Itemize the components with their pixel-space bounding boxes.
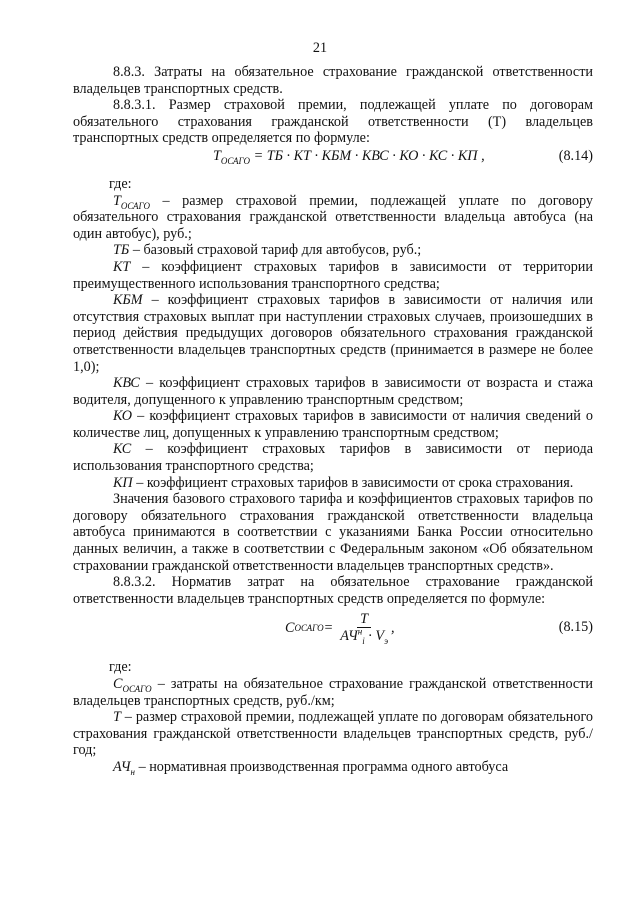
definition-item: [73, 408, 593, 441]
where-label-2: где:: [109, 659, 132, 676]
formula-8-15-den-a-sup: н: [357, 626, 363, 637]
definition-text: – коэффициент страховых тарифов в зависимости от наличия сведений о количестве лиц, допущенных к управлению транспортным средством;: [73, 408, 593, 441]
formula-8-14-lhs: Т: [213, 147, 221, 164]
document-body: [73, 64, 593, 776]
definition-item: [73, 441, 593, 474]
definition-item: [73, 292, 593, 375]
formula-8-15-equals: =: [323, 619, 334, 636]
paragraph-8-8-3-2: 8.8.3.2. Норматив затрат на обязательное страхование гражданской ответственности владельцев транспортных средств определяется по формуле:: [73, 574, 593, 607]
definitions-list-1: [73, 193, 593, 492]
formula-8-15-denominator: [337, 626, 391, 647]
formula-8-15-den-a-sub: i: [362, 636, 365, 647]
definition-symbol: КБМ: [113, 292, 143, 309]
definition-item: [73, 259, 593, 292]
formula-8-15: [73, 609, 593, 651]
definition-item: [73, 375, 593, 408]
paragraph-tariff-values: Значения базового страхового тарифа и коэффициентов страховых тарифов по договору обязательного страхования гражданской ответственности владельца автобуса принимаются в соответствии с указаниями Банка России относительно данных величин, а также в соответствии с Федеральным законом «Об обязательном страховании гражданской ответственности владельцев транспортных средств».: [73, 491, 593, 574]
formula-8-15-den-b-sub: э: [384, 636, 389, 647]
definition-symbol: ТБ: [113, 242, 130, 259]
formula-8-15-lhs: С: [285, 619, 295, 636]
paragraph-8-8-3-1: 8.8.3.1. Размер страховой премии, подлежащей уплате по договорам обязательного страхования гражданской ответственности (Т) владельцев транспортных средств определяется по формуле:: [73, 97, 593, 147]
definition-text: – коэффициент страховых тарифов в зависимости от периода использования транспортного средства;: [73, 441, 593, 475]
formula-8-14: [73, 148, 593, 168]
where-label-1: где:: [109, 175, 132, 192]
formula-8-14-expression: [213, 148, 485, 165]
formula-8-14-number: (8.14): [558, 147, 593, 164]
definition-text: – размер страховой премии, подлежащей уплате по договорам обязательного страхования гражданской ответственности владельцев транспортных средств, руб./год;: [73, 709, 593, 759]
formula-8-15-numerator: Т: [357, 611, 371, 628]
definition-text: – нормативная производственная программа одного автобуса: [135, 758, 509, 775]
formula-8-14-rhs: = ТБ · КТ · КБМ · КВС · КО · КС · КП ,: [253, 147, 485, 164]
definition-item: [73, 475, 593, 492]
definition-text: – размер страховой премии, подлежащей уплате по договору обязательного страхования гражданской ответственности владельца автобуса (на один автобус), руб.;: [73, 192, 593, 242]
formula-8-15-fraction: [337, 611, 391, 647]
definition-symbol: КВС: [113, 375, 140, 392]
definition-item: [73, 676, 593, 709]
formula-8-15-tail: ,: [391, 619, 395, 636]
definition-item: [73, 709, 593, 759]
definition-symbol-subscript: ОСАГО: [122, 683, 152, 694]
definition-symbol-subscript: н: [130, 766, 136, 777]
formula-8-14-lhs-sub: ОСАГО: [220, 155, 251, 166]
definition-item: [73, 759, 593, 776]
definition-text: – коэффициент страховых тарифов в зависимости от возраста и стажа водителя, допущенного к управлению транспортным средством;: [73, 375, 593, 408]
definition-item: [73, 193, 593, 243]
formula-8-15-expression: С ОСАГО = $\frac{Т}{АЧ^н_i \cdot V_э}$ ,: [285, 611, 395, 647]
definition-symbol: С: [113, 676, 123, 692]
definition-item: [73, 242, 593, 259]
definition-text: – коэффициент страховых тарифов в зависимости от наличия или отсутствия страховых выплат при наступлении страховых случаев, произошедших в период действия предыдущих договоров обязательного страхования гражданской ответственности владельцев транспортных средств (принимается в размере не более 1,0);: [73, 292, 593, 375]
definition-symbol: КТ: [113, 258, 131, 275]
definition-symbol: Т: [113, 192, 121, 209]
formula-8-15-number: (8.15): [558, 619, 593, 636]
definition-text: – затраты на обязательное страхование гражданской ответственности владельцев транспортных средств, руб./км;: [73, 676, 593, 709]
formula-8-15-den-dot: ·: [364, 628, 376, 645]
definition-symbol-subscript: ОСАГО: [120, 200, 151, 211]
formula-8-15-den-b: V: [375, 628, 385, 645]
definition-text: – базовый страховой тариф для автобусов, руб.;: [129, 242, 422, 259]
section-heading-8-8-3: 8.8.3. Затраты на обязательное страхование гражданской ответственности владельцев транспортных средств.: [73, 64, 593, 97]
formula-8-15-den-a: АЧ: [340, 628, 358, 645]
definition-symbol: КП: [113, 474, 133, 491]
definition-symbol: Т: [113, 709, 121, 726]
definition-symbol: КС: [113, 441, 132, 458]
definition-text: – коэффициент страховых тарифов в зависимости от территории преимущественного использования транспортного средства;: [73, 258, 593, 292]
definitions-list-2: [73, 676, 593, 776]
definition-symbol: АЧ: [113, 758, 131, 775]
definition-text: – коэффициент страховых тарифов в зависимости от срока страхования.: [132, 474, 574, 491]
page-number: 21: [312, 40, 328, 56]
definition-symbol: КО: [113, 408, 133, 425]
